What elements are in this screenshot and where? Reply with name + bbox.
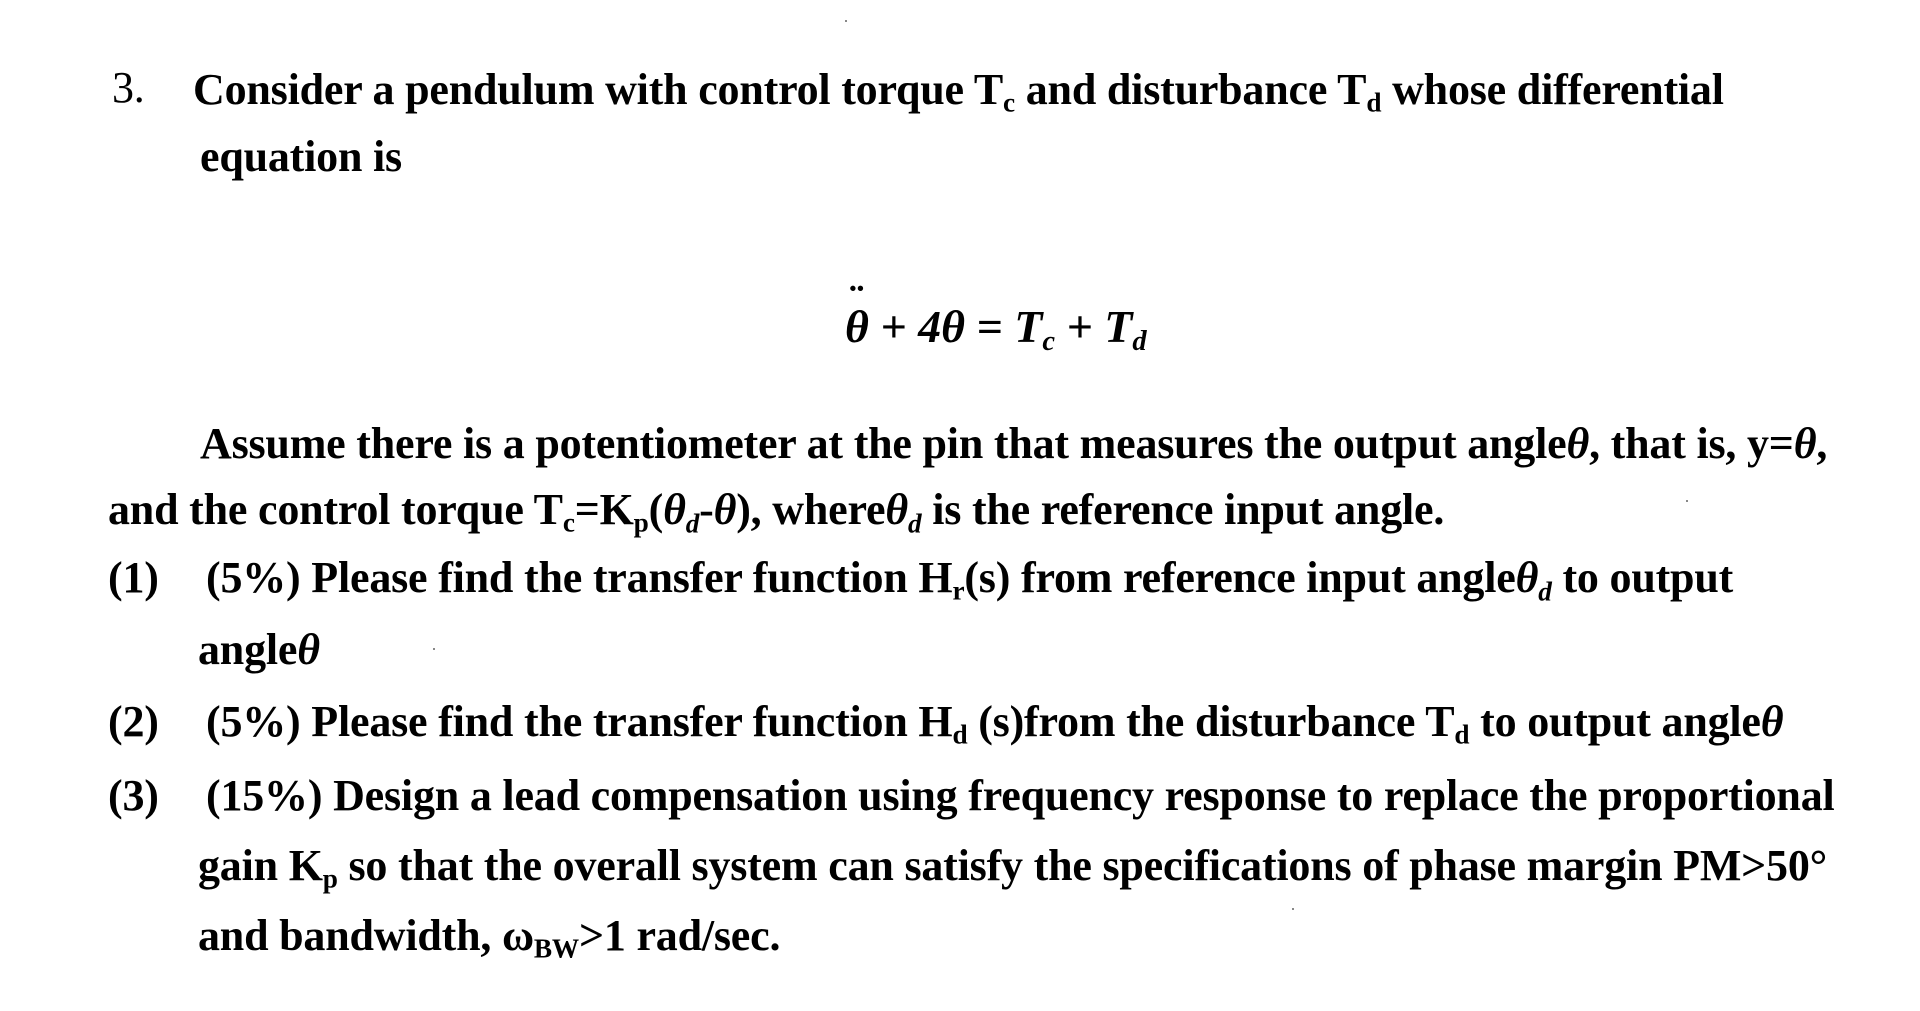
part-2-label: (2) [108, 697, 159, 746]
assume-text-a: Assume there is a potentiometer at the pin that measures the output angle [200, 419, 1567, 468]
part2-sub-d-2: d [1454, 719, 1470, 750]
scan-speck [845, 20, 847, 22]
part3-text-d: >1 rad/sec. [578, 911, 781, 960]
equation-tc-sub: c [1042, 325, 1055, 357]
differential-equation [845, 300, 1147, 357]
part1-text-b: (s) from reference input angle [964, 553, 1516, 602]
intro-sub-d: d [1366, 87, 1382, 118]
assume2-text-d: - [699, 485, 714, 534]
scan-speck [1686, 500, 1688, 502]
assume-line-1 [200, 419, 1828, 468]
problem-intro-line-1 [193, 65, 1724, 118]
part3-sub-bw: BW [533, 933, 579, 964]
part-3-line-2 [198, 841, 1828, 894]
equation-middle: + 4θ = [868, 301, 1015, 352]
part-1-line-1 [206, 553, 1734, 607]
assume-line-2 [108, 485, 1445, 539]
part1-sub-r: r [952, 575, 965, 606]
part2-theta: θ [1760, 697, 1784, 746]
assume2-text-f: is the reference input angle. [921, 485, 1445, 534]
assume2-sub-d-2: d [907, 508, 922, 539]
part3-text-c: and bandwidth, ω [198, 911, 534, 960]
assume-theta-2: θ [1793, 419, 1817, 468]
assume2-theta-d-2: θ [885, 485, 908, 534]
part2-text-b: (s)from the disturbance T [967, 697, 1455, 746]
equation-td-sub: d [1132, 325, 1147, 357]
part1-angle-theta: θ [297, 625, 320, 674]
intro-text-c: whose differential [1381, 65, 1724, 114]
scan-speck [433, 648, 435, 650]
part1-angle-text: angle [198, 625, 298, 674]
assume2-sub-d: d [685, 508, 700, 539]
part-2-line-1 [206, 697, 1784, 750]
part-1-line-2 [198, 625, 320, 674]
part2-text-c: to output angle [1469, 697, 1761, 746]
assume2-theta-d: θ [663, 485, 686, 534]
equation-plus: + [1054, 301, 1105, 352]
part2-text-a: (5%) Please find the transfer function H [206, 697, 953, 746]
assume2-theta: θ [713, 485, 737, 534]
intro-text-b: and disturbance T [1014, 65, 1367, 114]
assume2-sub-c: c [562, 507, 575, 538]
scan-speck [1292, 908, 1294, 910]
part-3-line-1: (15%) Design a lead compensation using frequency response to replace the proportional [206, 771, 1835, 820]
assume-text-c: , [1816, 419, 1828, 468]
part-3-label: (3) [108, 771, 159, 820]
part1-theta-d: θ [1515, 553, 1539, 602]
part-3-line-3 [198, 911, 781, 964]
equation-td: T [1104, 301, 1133, 352]
problem-number: 3. [112, 63, 145, 112]
theta-double-dot: ¨ θ [845, 300, 869, 353]
intro-sub-c: c [1003, 87, 1015, 118]
intro-text-a: Consider a pendulum with control torque T [193, 65, 1004, 114]
assume2-text-a: and the control torque T [108, 485, 563, 534]
part1-sub-d: d [1538, 576, 1552, 607]
part3-text-b: so that the overall system can satisfy the specifications of phase margin PM>50° [337, 841, 1828, 890]
assume-theta: θ [1566, 419, 1590, 468]
equation-tc: T [1014, 301, 1043, 352]
part1-text-c: to output [1551, 553, 1734, 602]
problem-intro-line-2: equation is [200, 132, 402, 181]
assume2-text-b: =K [574, 485, 634, 534]
assume2-text-e: ), where [736, 485, 886, 534]
part-1-label: (1) [108, 553, 159, 602]
assume2-text-c: ( [648, 485, 664, 534]
part3-sub-p: p [322, 863, 338, 894]
part3-text-a: gain K [198, 841, 323, 890]
assume2-sub-p: p [633, 507, 649, 538]
part2-sub-d: d [952, 719, 968, 750]
assume-text-b: , that is, y= [1589, 419, 1794, 468]
part1-text-a: (5%) Please find the transfer function H [206, 553, 953, 602]
